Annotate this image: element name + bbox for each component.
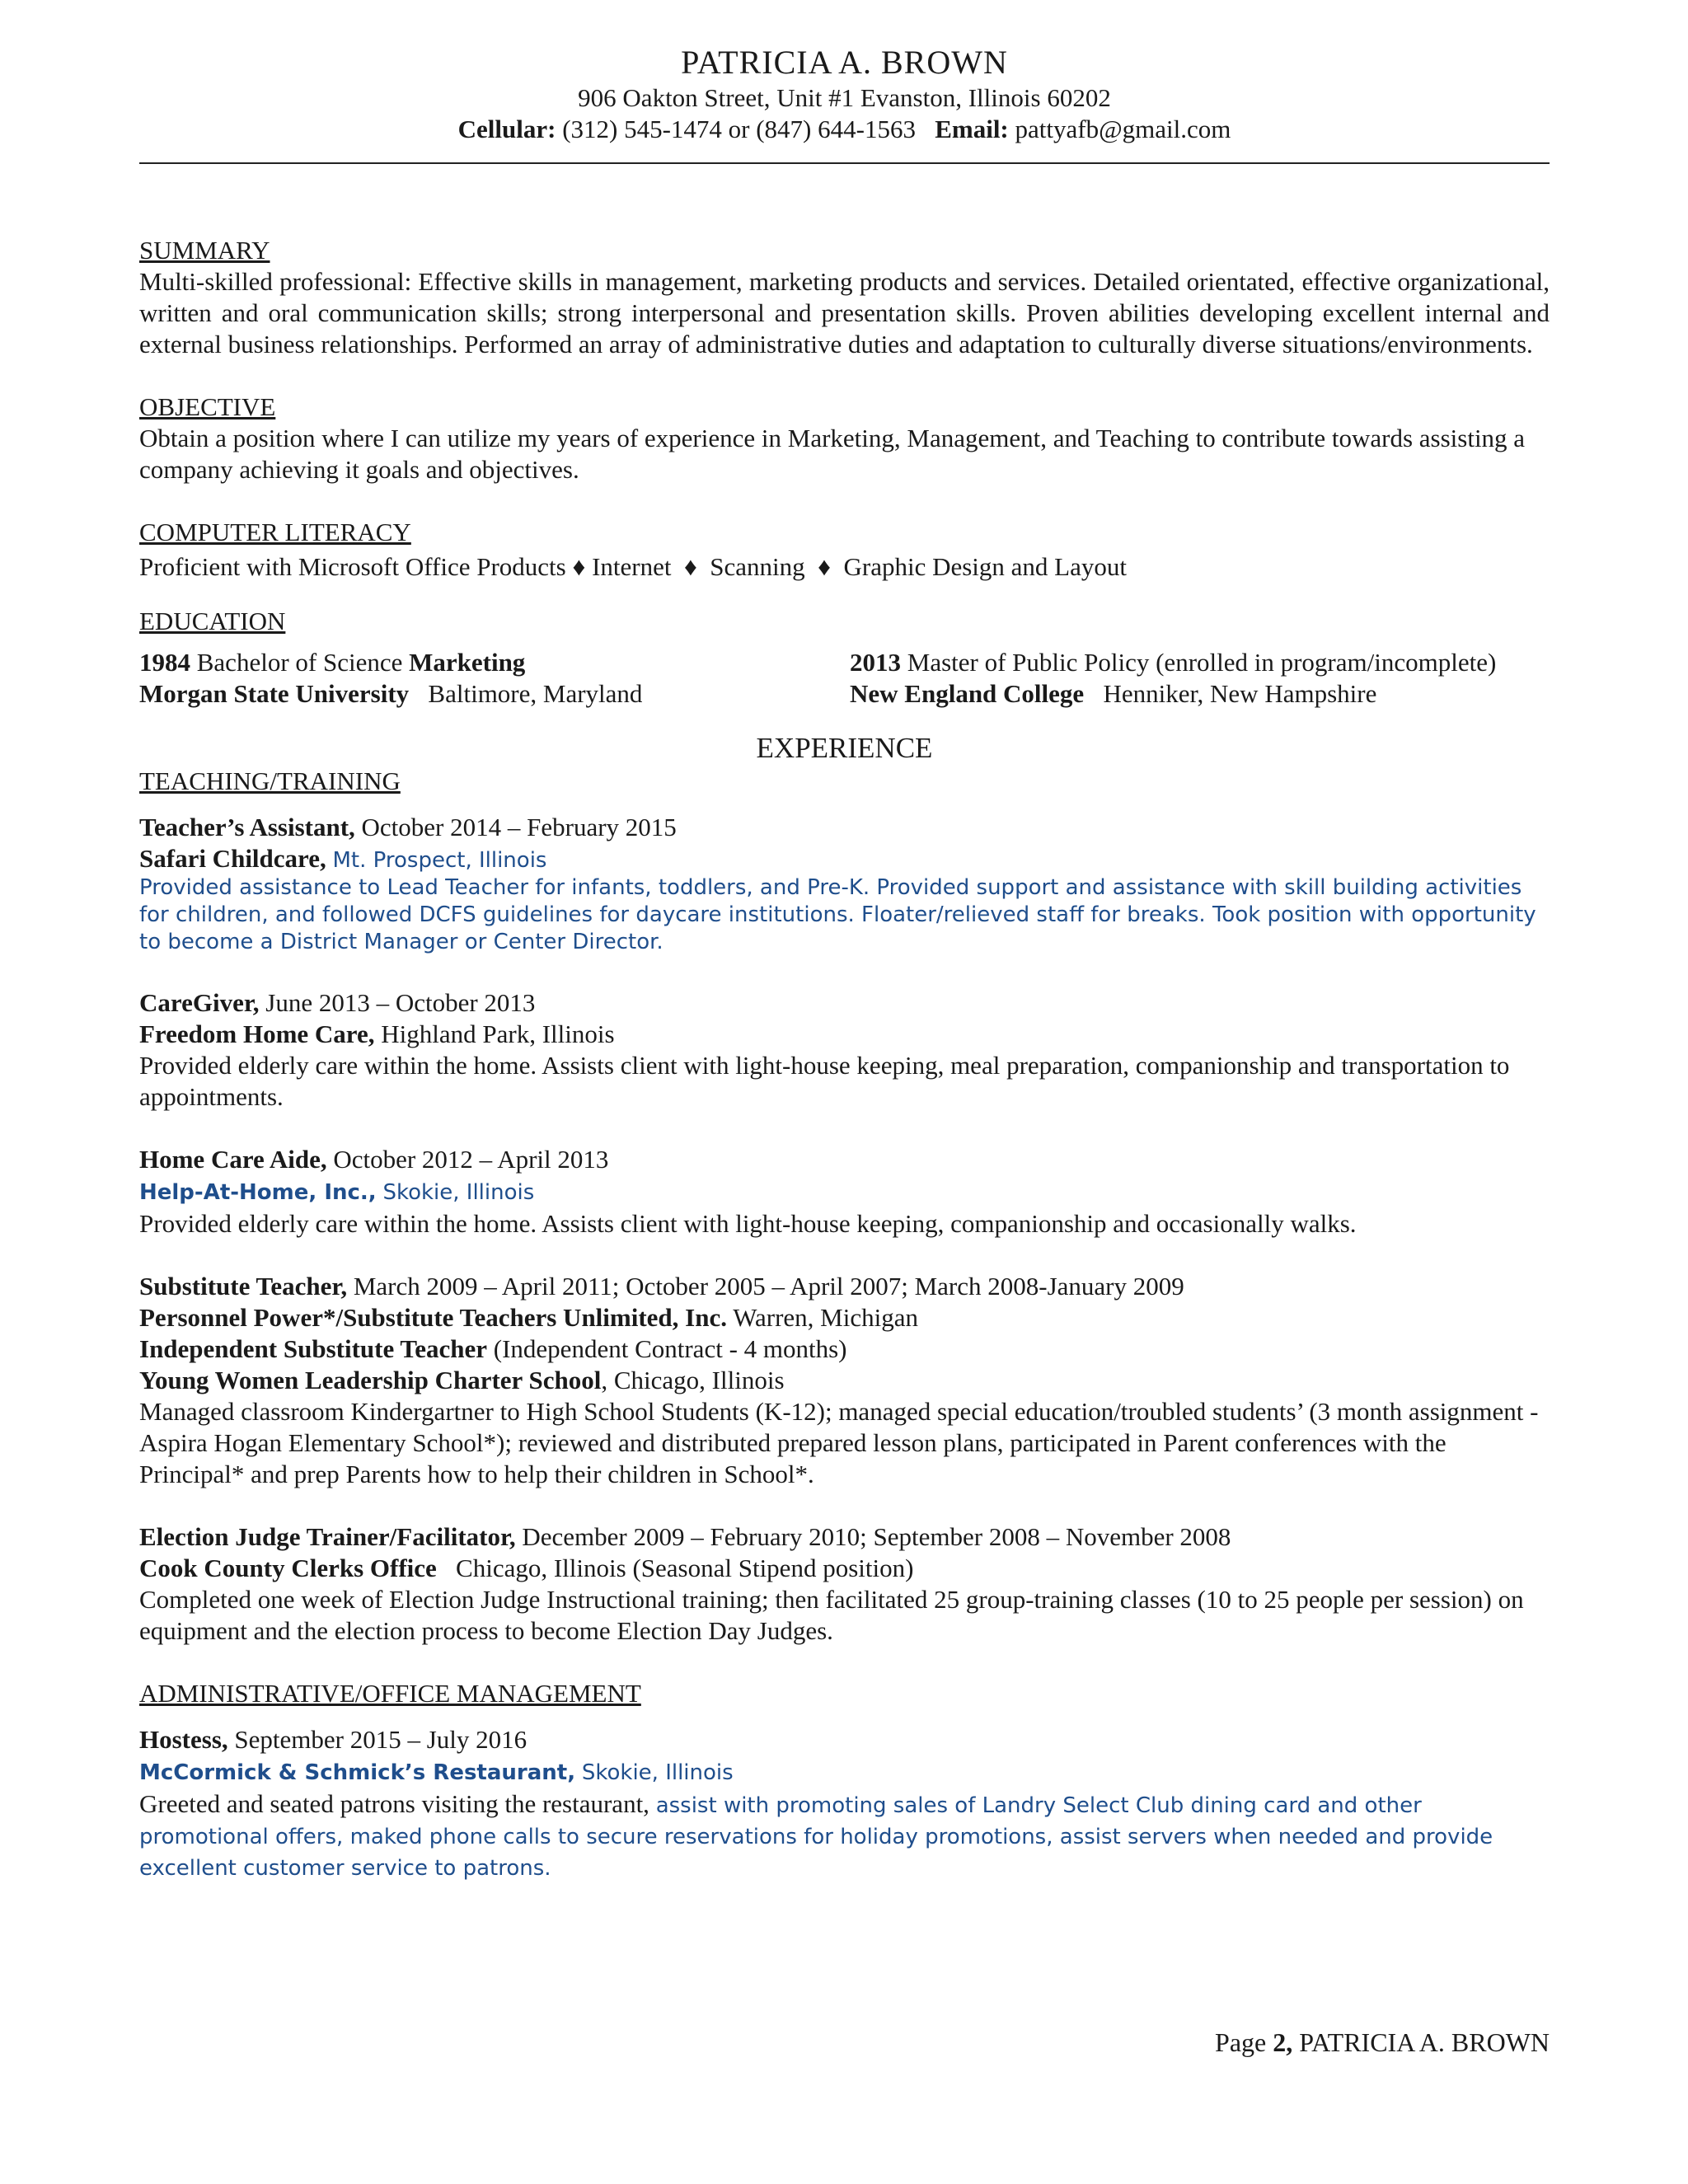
job-entry (139, 1144, 1550, 1240)
edu-location: Henniker, New Hampshire (1103, 679, 1377, 708)
cell-label: Cellular: (457, 115, 556, 143)
skill-item: Graphic Design and Layout (843, 552, 1127, 581)
education-block (139, 647, 1550, 710)
job-location: (Independent Contract - 4 months) (493, 1334, 847, 1363)
edu-school: Morgan State University (139, 679, 410, 708)
job-employer: Safari Childcare, (139, 844, 326, 873)
job-dates: October 2012 – April 2013 (333, 1145, 609, 1174)
candidate-name: PATRICIA A. BROWN (681, 44, 1008, 81)
footer-page-number: 2, (1273, 2027, 1293, 2057)
edu-year: 2013 (850, 648, 901, 677)
job-description-part: Greeted and seated patrons visiting the restaurant, (139, 1789, 649, 1818)
admin-heading: ADMINISTRATIVE/OFFICE MANAGEMENT (139, 1679, 641, 1708)
contact-line (139, 114, 1550, 145)
skill-item: Internet (592, 552, 672, 581)
job-entry (139, 987, 1550, 1113)
summary-text: Multi-skilled professional: Effective skills in management, marketing products and services. Detailed orientated, effective organizational, written and oral communication skills; strong interpersonal and presentation skills. Proven abilities developing excellent internal and external business relationships. Performed an array of administrative duties and adaptation to culturally diverse situations/environments. (139, 267, 1550, 359)
diamond-bullet-icon: ♦ (572, 552, 586, 581)
job-dates: September 2015 – July 2016 (234, 1725, 528, 1754)
objective-heading: OBJECTIVE (139, 392, 276, 421)
job-location: Warren, Michigan (733, 1303, 918, 1332)
footer-name: PATRICIA A. BROWN (1299, 2027, 1550, 2057)
address-line: 906 Oakton Street, Unit #1 Evanston, Illinois 60202 (578, 83, 1111, 112)
job-employer: Help-At-Home, Inc., (139, 1180, 377, 1205)
education-entry-left (139, 647, 850, 710)
page-footer (1215, 2027, 1550, 2058)
job-entry (139, 812, 1550, 956)
computer-literacy-list (139, 551, 1550, 583)
job-location: Mt. Prospect, Illinois (332, 848, 547, 873)
experience-heading: EXPERIENCE (756, 732, 933, 764)
job-employer: Freedom Home Care, (139, 1019, 375, 1048)
email-label: Email: (935, 115, 1009, 143)
job-dates: October 2014 – February 2015 (361, 813, 677, 841)
job-dates: December 2009 – February 2010; September 2008 – November 2008 (522, 1522, 1231, 1551)
objective-text: Obtain a position where I can utilize my years of experience in Marketing, Management, and Teaching to contribute towards assisting a company achieving it goals and objectives. (139, 424, 1526, 484)
cell-value: (312) 545-1474 or (847) 644-1563 (562, 115, 916, 143)
education-heading: EDUCATION (139, 607, 286, 635)
job-employer: Independent Substitute Teacher (139, 1334, 488, 1363)
edu-field: Marketing (409, 648, 526, 677)
job-description: Completed one week of Election Judge Instructional training; then facilitated 25 group-training classes (10 to 25 people per session) on equipment and the election process to become Election Day Judges. (139, 1585, 1524, 1645)
job-description: Provided elderly care within the home. Assists client with light-house keeping, meal preparation, companionship and transportation to appointments. (139, 1051, 1510, 1111)
edu-school: New England College (850, 679, 1085, 708)
job-description-part: assist with promoting sales of Landry Select Club dining card and other promotional offers, maked phone calls to secure reservations for holiday promotions, assist servers when needed and provide excellent customer service to patrons. (139, 1793, 1493, 1881)
computer-literacy-heading: COMPUTER LITERACY (139, 518, 411, 546)
job-employer: Cook County Clerks Office (139, 1554, 437, 1582)
job-employer: McCormick & Schmick’s Restaurant, (139, 1760, 576, 1785)
teaching-heading: TEACHING/TRAINING (139, 766, 401, 795)
job-title: Home Care Aide, (139, 1145, 327, 1174)
job-title: Substitute Teacher, (139, 1272, 348, 1301)
job-location: Chicago, Illinois (Seasonal Stipend position) (456, 1554, 914, 1582)
job-title: CareGiver, (139, 988, 260, 1017)
job-employer: Young Women Leadership Charter School (139, 1366, 602, 1394)
job-entry (139, 1521, 1550, 1647)
job-entry (139, 1271, 1550, 1490)
skill-item: Scanning (710, 552, 805, 581)
job-description (139, 1788, 1550, 1882)
job-employer: Personnel Power*/Substitute Teachers Unlimited, Inc. (139, 1303, 727, 1332)
job-location: Highland Park, Illinois (381, 1019, 615, 1048)
edu-degree: Bachelor of Science (196, 648, 403, 677)
job-title: Teacher’s Assistant, (139, 813, 355, 841)
footer-page-label: Page (1215, 2027, 1267, 2057)
job-description: Managed classroom Kindergartner to High School Students (K-12); managed special education/troubled students’ (3 month assignment - Aspira Hogan Elementary School*); reviewed and distributed prepared lesson plans, participated in Parent conferences with the Principal* and prep Parents how to help their children in School*. (139, 1397, 1539, 1488)
job-title: Election Judge Trainer/Facilitator, (139, 1522, 516, 1551)
job-location: Skokie, Illinois (581, 1760, 734, 1785)
edu-location: Baltimore, Maryland (428, 679, 643, 708)
edu-year: 1984 (139, 648, 190, 677)
education-entry-right (850, 647, 1550, 710)
edu-degree: Master of Public Policy (enrolled in program/incomplete) (907, 648, 1497, 677)
job-dates: March 2009 – April 2011; October 2005 – April 2007; March 2008-January 2009 (353, 1272, 1184, 1301)
job-location: , Chicago, Illinois (601, 1366, 785, 1394)
job-location: Skokie, Illinois (382, 1180, 535, 1205)
summary-heading: SUMMARY (139, 236, 270, 265)
job-description: Provided elderly care within the home. Assists client with light-house keeping, companionship and occasionally walks. (139, 1209, 1357, 1238)
diamond-bullet-icon: ♦ (683, 552, 697, 581)
job-entry (139, 1724, 1550, 1882)
job-title: Hostess, (139, 1725, 228, 1754)
resume-page (139, 43, 1550, 1882)
skill-item: Proficient with Microsoft Office Products (139, 552, 566, 581)
email-value: pattyafb@gmail.com (1015, 115, 1231, 143)
diamond-bullet-icon: ♦ (818, 552, 831, 581)
job-dates: June 2013 – October 2013 (265, 988, 536, 1017)
job-description: Provided assistance to Lead Teacher for infants, toddlers, and Pre-K. Provided support and assistance with skill building activities for children, and followed DCFS guidelines for daycare institutions. Floater/relieved staff for breaks. Took position with opportunity to become a District Manager or Center Director. (139, 875, 1536, 954)
